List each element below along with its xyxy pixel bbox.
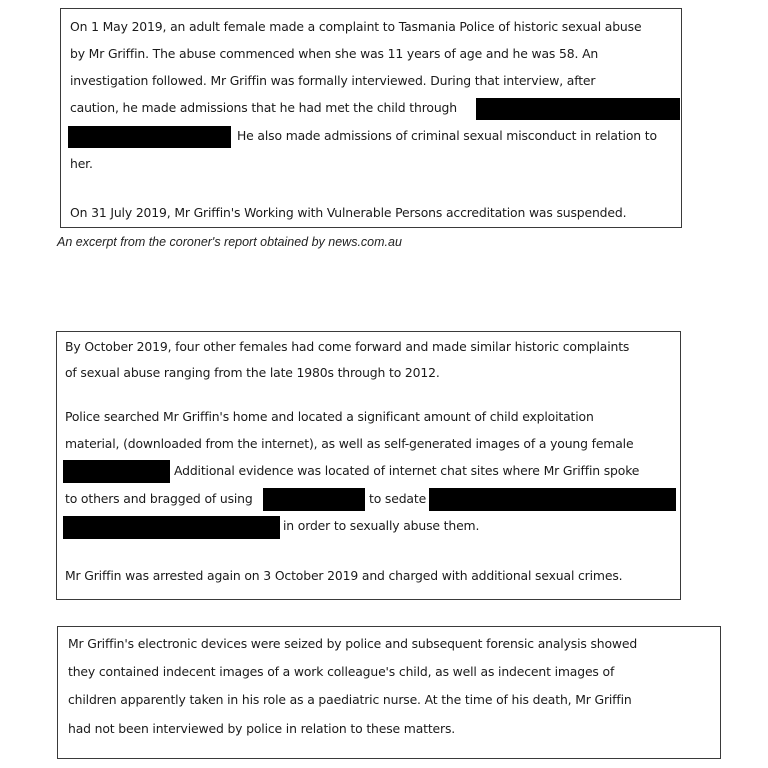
excerpt-2-line-5: Additional evidence was located of internet chat sites where Mr Griffin spoke xyxy=(174,463,640,478)
excerpt-2-line-9: Mr Griffin was arrested again on 3 October 2019 and charged with additional sexual crimes. xyxy=(65,568,623,583)
redaction-bar xyxy=(429,488,676,511)
excerpt-3-line-1: Mr Griffin's electronic devices were seized by police and subsequent forensic analysis showed xyxy=(68,636,638,651)
redaction-bar xyxy=(476,98,680,120)
excerpt-1-line-1: On 1 May 2019, an adult female made a complaint to Tasmania Police of historic sexual abuse xyxy=(70,19,642,34)
redaction-bar xyxy=(63,516,280,539)
excerpt-2-line-2: of sexual abuse ranging from the late 1980s through to 2012. xyxy=(65,365,440,380)
excerpt-2-line-7: to sedate xyxy=(369,491,427,506)
redaction-bar xyxy=(68,126,231,148)
excerpt-3-line-4: had not been interviewed by police in relation to these matters. xyxy=(68,721,456,736)
excerpt-1-line-5: He also made admissions of criminal sexual misconduct in relation to xyxy=(237,128,657,143)
excerpt-3-line-2: they contained indecent images of a work colleague's child, as well as indecent images of xyxy=(68,664,615,679)
redaction-bar xyxy=(63,460,170,483)
excerpt-1-line-6: her. xyxy=(70,156,93,171)
excerpt-2-line-3: Police searched Mr Griffin's home and located a significant amount of child exploitation xyxy=(65,409,594,424)
excerpt-1-line-2: by Mr Griffin. The abuse commenced when she was 11 years of age and he was 58. An xyxy=(70,46,599,61)
excerpt-2-line-4: material, (downloaded from the internet), as well as self-generated images of a young female xyxy=(65,436,634,451)
excerpt-1-line-4: caution, he made admissions that he had met the child through xyxy=(70,100,457,115)
image-caption: An excerpt from the coroner's report obtained by news.com.au xyxy=(57,235,402,249)
report-excerpt-2 xyxy=(56,331,681,600)
redaction-bar xyxy=(263,488,365,511)
excerpt-2-line-1: By October 2019, four other females had come forward and made similar historic complaints xyxy=(65,339,630,354)
report-excerpt-1 xyxy=(60,8,682,228)
excerpt-1-line-7: On 31 July 2019, Mr Griffin's Working with Vulnerable Persons accreditation was suspended. xyxy=(70,205,627,220)
report-excerpt-3 xyxy=(57,626,721,759)
excerpt-1-line-3: investigation followed. Mr Griffin was formally interviewed. During that interview, after xyxy=(70,73,596,88)
excerpt-3-line-3: children apparently taken in his role as a paediatric nurse. At the time of his death, Mr Griffin xyxy=(68,692,632,707)
excerpt-2-line-8: in order to sexually abuse them. xyxy=(283,518,480,533)
excerpt-2-line-6: to others and bragged of using xyxy=(65,491,253,506)
